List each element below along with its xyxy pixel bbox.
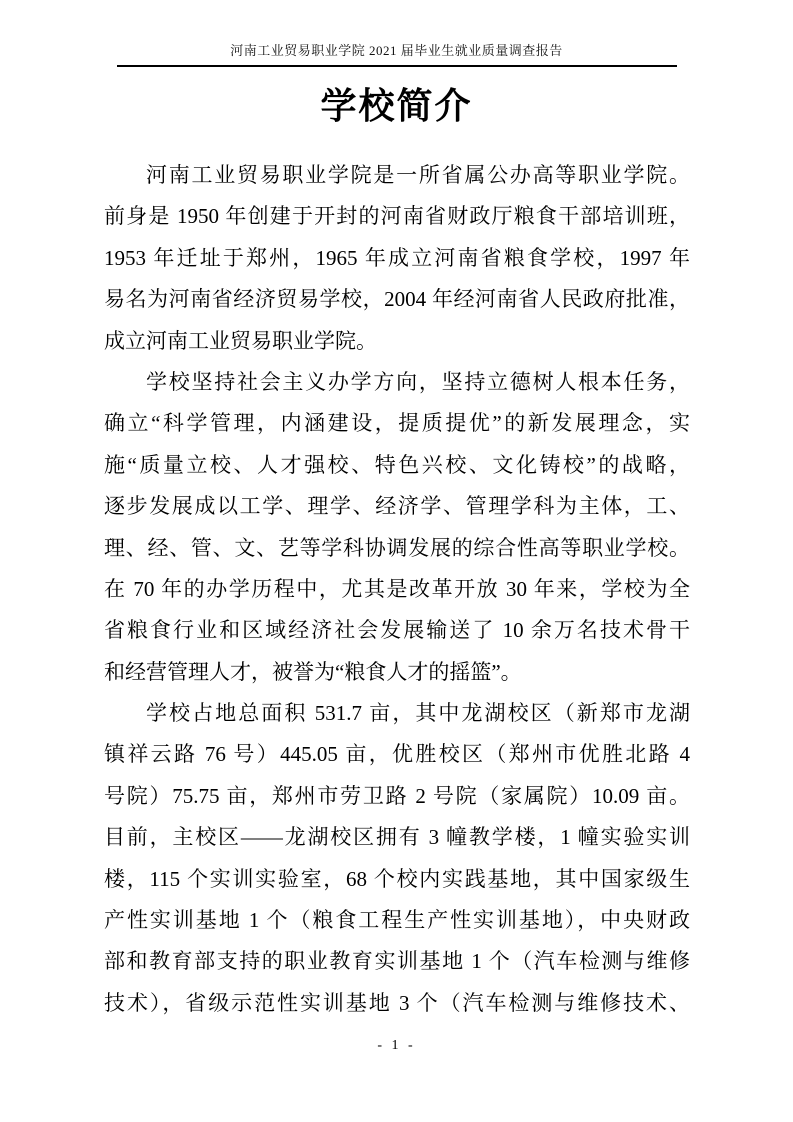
body-line: 易名为河南省经济贸易学校，2004 年经河南省人民政府批准， bbox=[104, 287, 690, 312]
body-line: 部和教育部支持的职业教育实训基地 1 个（汽车检测与维修 bbox=[104, 949, 690, 974]
body-line: 成立河南工业贸易职业学院。 bbox=[104, 328, 377, 353]
body-line: 确立“科学管理，内涵建设，提质提优”的新发展理念，实 bbox=[104, 411, 690, 436]
body-line: 学校占地总面积 531.7 亩，其中龙湖校区（新郑市龙湖 bbox=[146, 701, 690, 726]
body-line: 号院）75.75 亩，郑州市劳卫路 2 号院（家属院）10.09 亩。 bbox=[104, 783, 690, 808]
header-rule bbox=[117, 65, 677, 67]
page-footer bbox=[0, 1038, 793, 1054]
document-body bbox=[104, 155, 690, 1024]
body-line: 学校坚持社会主义办学方向，坚持立德树人根本任务， bbox=[146, 369, 690, 394]
body-line: 1953 年迁址于郑州，1965 年成立河南省粮食学校，1997 年 bbox=[104, 245, 690, 270]
body-line: 产性实训基地 1 个（粮食工程生产性实训基地），中央财政 bbox=[104, 908, 690, 933]
body-line: 理、经、管、文、艺等学科协调发展的综合性高等职业学校。 bbox=[104, 535, 690, 560]
body-line: 施“质量立校、人才强校、特色兴校、文化铸校”的战略， bbox=[104, 452, 690, 477]
page-number: - 1 - bbox=[377, 1038, 416, 1053]
body-line: 目前，主校区——龙湖校区拥有 3 幢教学楼，1 幢实验实训 bbox=[104, 825, 690, 850]
body-line: 前身是 1950 年创建于开封的河南省财政厅粮食干部培训班， bbox=[104, 204, 690, 229]
body-line: 和经营管理人才，被誉为“粮食人才的摇篮”。 bbox=[104, 659, 522, 684]
running-header: 河南工业贸易职业学院 2021 届毕业生就业质量调查报告 bbox=[230, 43, 563, 58]
body-line: 楼，115 个实训实验室，68 个校内实践基地，其中国家级生 bbox=[104, 866, 690, 891]
body-line: 技术），省级示范性实训基地 3 个（汽车检测与维修技术、 bbox=[104, 990, 690, 1015]
page-title: 学校简介 bbox=[320, 86, 473, 126]
body-line: 镇祥云路 76 号）445.05 亩，优胜校区（郑州市优胜北路 4 bbox=[104, 742, 690, 767]
body-line: 河南工业贸易职业学院是一所省属公办高等职业学院。 bbox=[146, 163, 690, 187]
body-line: 逐步发展成以工学、理学、经济学、管理学科为主体，工、 bbox=[104, 494, 690, 519]
body-line: 在 70 年的办学历程中，尤其是改革开放 30 年来，学校为全 bbox=[104, 576, 690, 601]
body-line: 省粮食行业和区域经济社会发展输送了 10 余万名技术骨干 bbox=[104, 618, 690, 643]
